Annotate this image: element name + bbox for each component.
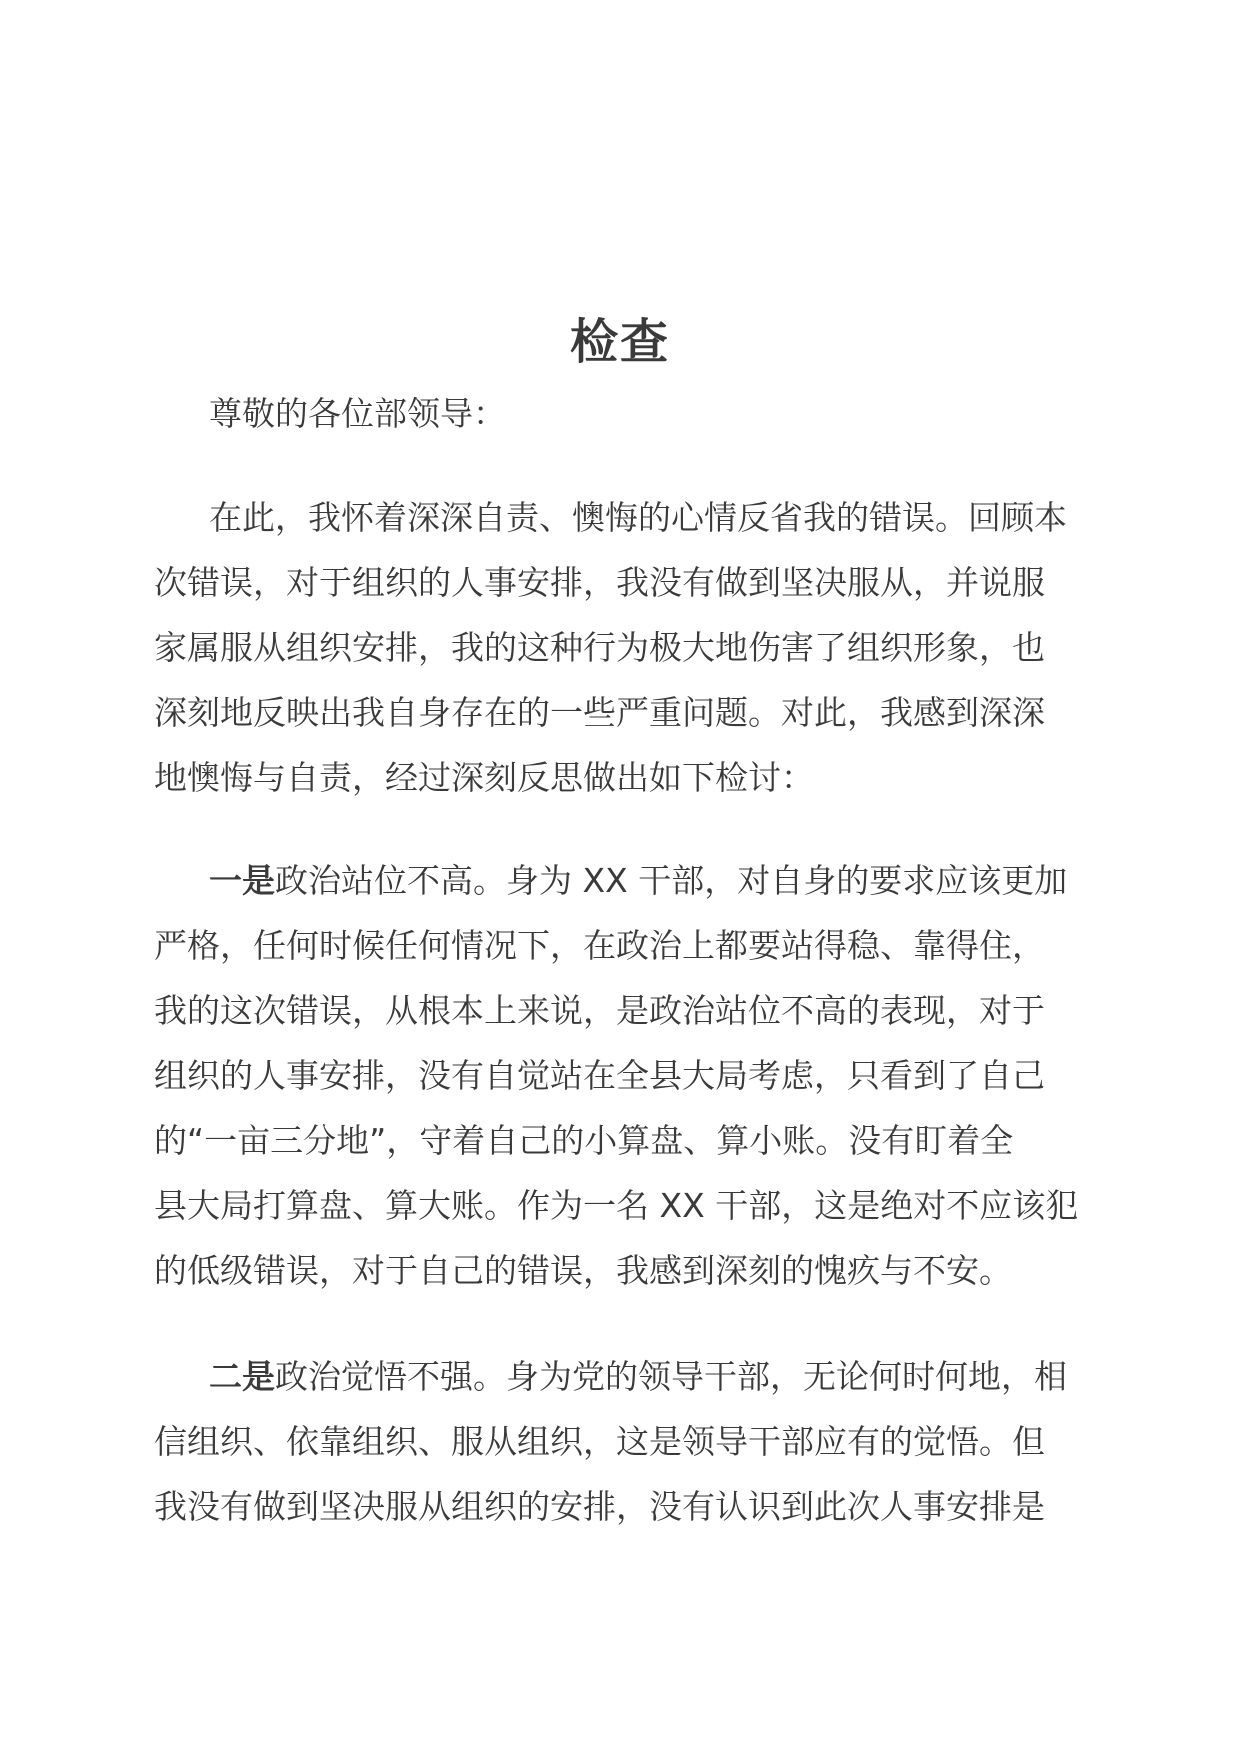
point-lead: 二是 <box>209 1357 275 1396</box>
paragraph-line: 家属服从组织安排，我的这种行为极大地伤害了组织形象，也 <box>154 628 1045 667</box>
paragraph-line <box>154 848 1089 913</box>
point-lead: 一是 <box>209 861 275 900</box>
paragraph-line: 信组织、依靠组织、服从组织，这是领导干部应有的觉悟。但 <box>154 1422 1045 1461</box>
point-text: 政治觉悟不强。身为党的领导干部，无论何时何地，相 <box>275 1357 1067 1396</box>
paragraph-line: 我没有做到坚决服从组织的安排，没有认识到此次人事安排是 <box>154 1487 1045 1526</box>
paragraph-line <box>154 1344 1089 1409</box>
paragraph-line: 的低级错误，对于自己的错误，我感到深刻的愧疚与不安。 <box>154 1251 1012 1290</box>
paragraph-line: 深刻地反映出我自身存在的一些严重问题。对此，我感到深深 <box>154 693 1045 732</box>
paragraph-line: 次错误，对于组织的人事安排，我没有做到坚决服从，并说服 <box>154 563 1045 602</box>
salutation <box>154 381 1089 446</box>
paragraph-line: 严格，任何时候任何情况下，在政治上都要站得稳、靠得住， <box>154 926 1045 965</box>
paragraph-intro <box>154 485 1089 810</box>
salutation-text: 尊敬的各位部领导： <box>209 394 506 433</box>
paragraph-line: 我的这次错误，从根本上来说，是政治站位不高的表现，对于 <box>154 991 1045 1030</box>
paragraph-line: 县大局打算盘、算大账。作为一名 XX 干部，这是绝对不应该犯 <box>154 1186 1079 1225</box>
point-text: 政治站位不高。身为 XX 干部，对自身的要求应该更加 <box>275 861 1068 900</box>
paragraph-point-one <box>154 848 1089 1303</box>
paragraph-line: 组织的人事安排，没有自觉站在全县大局考虑，只看到了自己 <box>154 1056 1045 1095</box>
paragraph-line: 的“一亩三分地”，守着自己的小算盘、算小账。没有盯着全 <box>154 1121 1014 1160</box>
paragraph-line: 地懊悔与自责，经过深刻反思做出如下检讨： <box>154 758 814 797</box>
document-title: 检查 <box>569 314 670 371</box>
paragraph-line: 在此，我怀着深深自责、懊悔的心情反省我的错误。回顾本 <box>209 498 1067 537</box>
paragraph-point-two <box>154 1344 1089 1539</box>
